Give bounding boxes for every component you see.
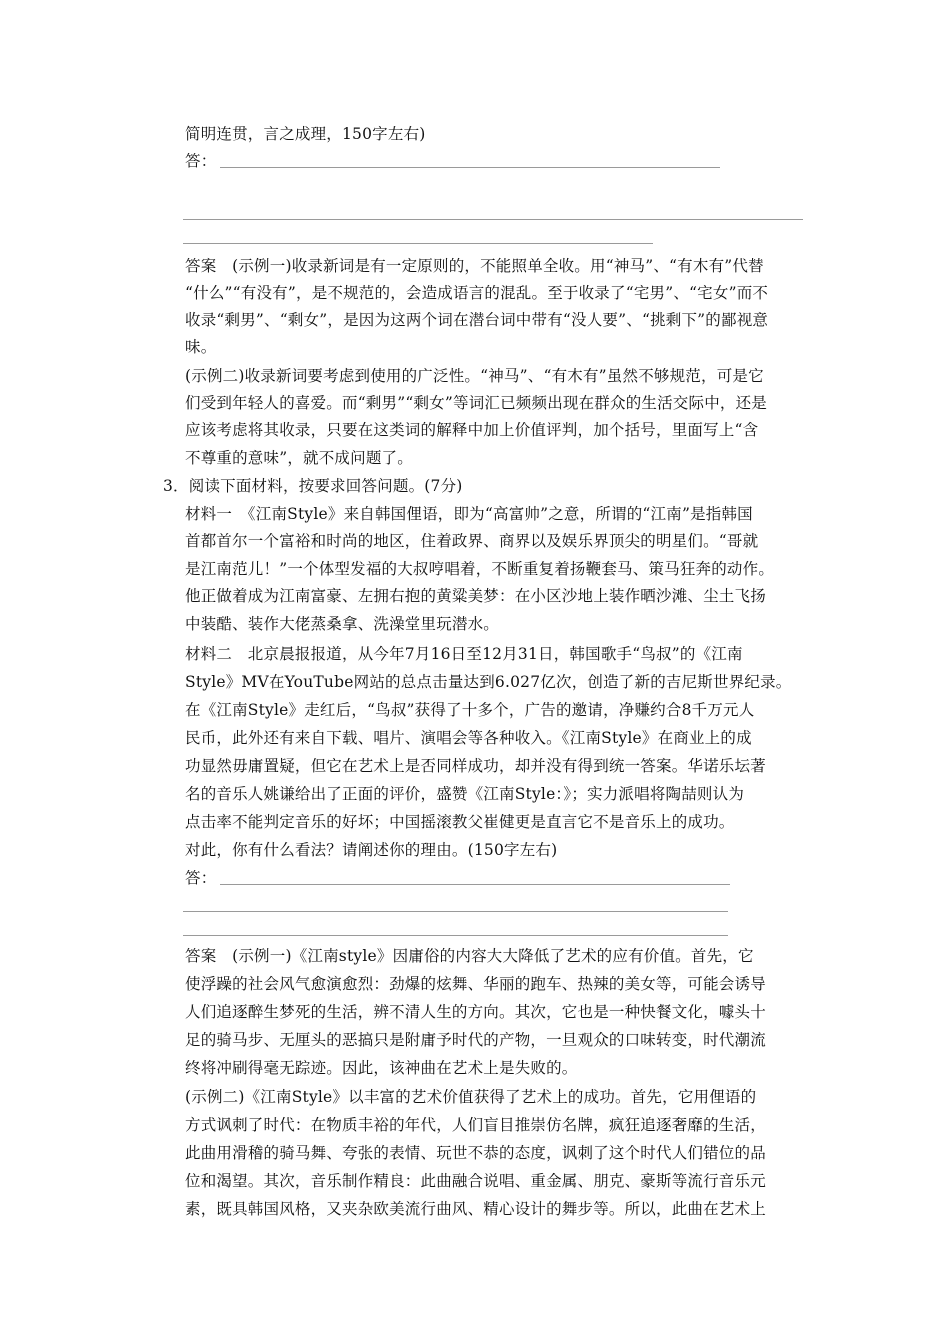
- q2-answer-text-line: 们受到年轻人的喜爱。而“剩男”“剩女”等词汇已频频出现在群众的生活交际中，还是: [185, 394, 767, 412]
- q3-material-line: 名的音乐人姚谦给出了正面的评价，盛赞《江南Style：》；实力派唱将陶喆则认为: [185, 785, 745, 803]
- q3-answer-text-line: 位和渴望。其次，音乐制作精良：此曲融合说唱、重金属、朋克、豪斯等流行音乐元: [185, 1172, 766, 1190]
- q2-answer-text-line: 不尊重的意味”，就不成问题了。: [185, 449, 413, 467]
- q2-answer-blank-3[interactable]: [183, 243, 653, 244]
- q3-material-line: 是江南范儿！”一个体型发福的大叔哼唱着，不断重复着扬鞭套马、策马狂奔的动作。: [185, 560, 775, 578]
- q2-answer-text-line: 答案 (示例一)收录新词是有一定原则的，不能照单全收。用“神马”、“有木有”代替: [185, 257, 764, 275]
- q3-answer-text-line: 终将冲刷得毫无踪迹。因此，该神曲在艺术上是失败的。: [185, 1059, 578, 1077]
- q3-material-line: 在《江南Style》走红后，“鸟叔”获得了十多个，广告的邀请，净赚约合8千万元人: [185, 701, 755, 719]
- q2-prompt-tail: 简明连贯，言之成理，150字左右): [185, 125, 426, 143]
- q3-material-line: 材料一 《江南Style》来自韩国俚语，即为“高富帅”之意，所谓的“江南”是指韩国: [185, 505, 753, 523]
- q3-answer-blank-2[interactable]: [183, 911, 728, 912]
- q3-prompt: 对此，你有什么看法？请阐述你的理由。(150字左右): [185, 841, 558, 859]
- q3-material-line: 中装酷、装作大佬蒸桑拿、洗澡堂里玩潜水。: [185, 615, 500, 633]
- q2-answer-text-line: 收录“剩男”、“剩女”，是因为这两个词在潜台词中带有“没人要”、“挑剩下”的鄙视意: [185, 311, 769, 329]
- q3-answer-text-line: 使浮躁的社会风气愈演愈烈：劲爆的炫舞、华丽的跑车、热辣的美女等，可能会诱导: [185, 975, 766, 993]
- q3-question: 3．阅读下面材料，按要求回答问题。(7分): [163, 477, 463, 495]
- q3-material-line: 民币，此外还有来自下载、唱片、演唱会等各种收入。《江南Style》在商业上的成: [185, 729, 752, 747]
- q3-answer-text-line: 素，既具韩国风格，又夹杂欧美流行曲风、精心设计的舞步等。所以，此曲在艺术上: [185, 1200, 766, 1218]
- q3-material-line: 功显然毋庸置疑，但它在艺术上是否同样成功，却并没有得到统一答案。华诺乐坛著: [185, 757, 766, 775]
- q2-answer-text-line: 应该考虑将其收录，只要在这类词的解释中加上价值评判，加个括号，里面写上“含: [185, 421, 759, 439]
- q3-answer-text-line: 人们追逐醉生梦死的生活，辨不清人生的方向。其次，它也是一种快餐文化，噱头十: [185, 1003, 766, 1021]
- q2-answer-blank-2[interactable]: [183, 219, 803, 220]
- q3-answer-text-line: 方式讽刺了时代：在物质丰裕的年代，人们盲目推崇仿名牌，疯狂追逐奢靡的生活，: [185, 1116, 766, 1134]
- q3-answer-text-line: (示例二)《江南Style》以丰富的艺术价值获得了艺术上的成功。首先，它用俚语的: [185, 1088, 757, 1106]
- q3-answer-text-line: 足的骑马步、无厘头的恶搞只是附庸予时代的产物，一旦观众的口味转变，时代潮流: [185, 1031, 766, 1049]
- q3-answer-label: 答：: [185, 869, 217, 887]
- q2-answer-label: 答：: [185, 152, 217, 170]
- q3-material-line: 材料二 北京晨报报道，从今年7月16日至12月31日，韩国歌手“鸟叔”的《江南: [185, 645, 743, 663]
- q3-answer-text-line: 答案 (示例一)《江南style》因庸俗的内容大大降低了艺术的应有价值。首先，它: [185, 947, 754, 965]
- q3-answer-blank-1[interactable]: [220, 884, 730, 885]
- q2-answer-text-line: 味。: [185, 338, 217, 356]
- q2-answer-blank-1[interactable]: [220, 167, 720, 168]
- q3-material-line: 他正做着成为江南富豪、左拥右抱的黄粱美梦：在小区沙地上装作晒沙滩、尘土飞扬: [185, 587, 766, 605]
- q3-answer-blank-3[interactable]: [183, 935, 728, 936]
- q3-material-line: 首都首尔一个富裕和时尚的地区，住着政界、商界以及娱乐界顶尖的明星们。“哥就: [185, 532, 759, 550]
- q3-material-line: Style》MV在YouTube网站的总点击量达到6.027亿次，创造了新的吉尼斯世界纪录。: [185, 673, 792, 691]
- q2-answer-text-line: “什么”“有没有”，是不规范的，会造成语言的混乱。至于收录了“宅男”、“宅女”而不: [185, 284, 769, 302]
- q2-answer-row: [185, 151, 720, 171]
- q3-material-line: 点击率不能判定音乐的好坏；中国摇滚教父崔健更是直言它不是音乐上的成功。: [185, 813, 735, 831]
- q3-answer-row: [185, 868, 730, 888]
- q2-answer-text-line: (示例二)收录新词要考虑到使用的广泛性。“神马”、“有木有”虽然不够规范，可是它: [185, 367, 764, 385]
- q3-answer-text-line: 此曲用滑稽的骑马舞、夸张的表情、玩世不恭的态度，讽刺了这个时代人们错位的品: [185, 1144, 766, 1162]
